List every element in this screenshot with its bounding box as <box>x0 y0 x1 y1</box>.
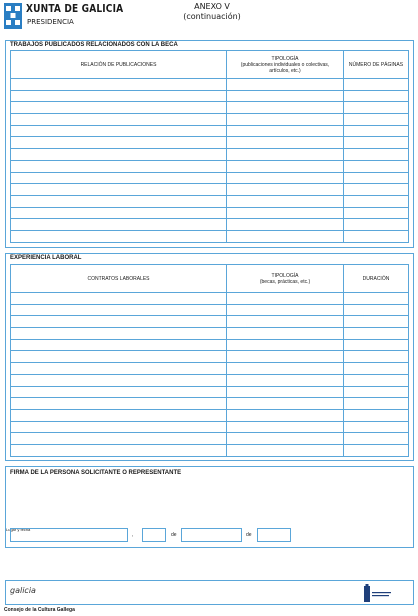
publications-cell[interactable] <box>11 184 227 196</box>
publications-cell[interactable] <box>344 102 409 114</box>
publications-cell[interactable] <box>344 195 409 207</box>
publications-cell[interactable] <box>227 114 344 126</box>
experience-cell[interactable] <box>11 421 227 433</box>
publications-cell[interactable] <box>11 137 227 149</box>
publications-row <box>11 219 409 231</box>
publications-cell[interactable] <box>227 172 344 184</box>
publications-cell[interactable] <box>227 195 344 207</box>
experience-cell[interactable] <box>344 316 409 328</box>
experience-row <box>11 339 409 351</box>
publications-cell[interactable] <box>227 149 344 161</box>
experience-cell[interactable] <box>344 304 409 316</box>
publications-cell[interactable] <box>11 149 227 161</box>
experience-row <box>11 409 409 421</box>
publications-cell[interactable] <box>344 137 409 149</box>
experience-cell[interactable] <box>227 374 344 386</box>
publications-col-relation: RELACIÓN DE PUBLICACIONES <box>11 51 227 79</box>
publications-cell[interactable] <box>344 90 409 102</box>
experience-col-type <box>227 265 344 293</box>
experience-cell[interactable] <box>344 293 409 305</box>
publications-row <box>11 230 409 242</box>
publications-col-pages: NÚMERO DE PÁGINAS <box>344 51 409 79</box>
publications-cell[interactable] <box>227 160 344 172</box>
experience-row <box>11 444 409 456</box>
publications-row <box>11 172 409 184</box>
experience-col-type-title: TIPOLOGÍA <box>271 272 299 279</box>
org-name: XUNTA DE GALICIA <box>26 2 124 15</box>
annex-title <box>152 2 272 22</box>
publications-cell[interactable] <box>227 184 344 196</box>
publications-row <box>11 195 409 207</box>
de-separator-2: de <box>246 532 252 538</box>
publications-cell[interactable] <box>11 207 227 219</box>
experience-row <box>11 398 409 410</box>
publications-col-type-sub1: (publicaciones individuales o colectivas, <box>240 61 330 68</box>
experience-cell[interactable] <box>227 293 344 305</box>
annex-sublabel: (continuación) <box>183 12 241 21</box>
publications-cell[interactable] <box>11 90 227 102</box>
experience-cell[interactable] <box>344 433 409 445</box>
publications-table <box>10 50 409 243</box>
publications-cell[interactable] <box>344 125 409 137</box>
publications-row <box>11 79 409 91</box>
consello-cultura-galega-emblem-icon <box>361 583 393 605</box>
experience-title: EXPERIENCIA LABORAL <box>10 255 82 261</box>
year-field[interactable] <box>257 528 291 542</box>
publications-col-type <box>227 51 344 79</box>
experience-col-contracts: CONTRATOS LABORALES <box>11 265 227 293</box>
experience-cell[interactable] <box>344 339 409 351</box>
publications-cell[interactable] <box>11 125 227 137</box>
galicia-wordmark: galicia <box>10 586 36 595</box>
page-header <box>0 0 418 38</box>
experience-row <box>11 421 409 433</box>
experience-cell[interactable] <box>227 363 344 375</box>
publications-col-type-title: TIPOLOGÍA <box>271 55 299 62</box>
publications-cell[interactable] <box>227 137 344 149</box>
experience-cell[interactable] <box>11 351 227 363</box>
experience-col-duration: DURACIÓN <box>344 265 409 293</box>
publications-row <box>11 114 409 126</box>
experience-cell[interactable] <box>344 398 409 410</box>
publications-cell[interactable] <box>344 114 409 126</box>
day-field[interactable] <box>142 528 166 542</box>
experience-col-type-sub: (becas, prácticas, etc.) <box>259 278 311 285</box>
publications-row <box>11 102 409 114</box>
publications-cell[interactable] <box>11 160 227 172</box>
publications-cell[interactable] <box>11 79 227 91</box>
publications-cell[interactable] <box>227 90 344 102</box>
experience-cell[interactable] <box>11 363 227 375</box>
experience-cell[interactable] <box>227 444 344 456</box>
experience-cell[interactable] <box>11 398 227 410</box>
publications-cell[interactable] <box>344 149 409 161</box>
experience-cell[interactable] <box>11 386 227 398</box>
experience-cell[interactable] <box>227 339 344 351</box>
experience-cell[interactable] <box>11 316 227 328</box>
publications-cell[interactable] <box>227 79 344 91</box>
publications-cell[interactable] <box>344 160 409 172</box>
page-footer <box>5 580 414 605</box>
experience-cell[interactable] <box>227 328 344 340</box>
publications-cell[interactable] <box>344 207 409 219</box>
council-name: Consejo de la Cultura Gallega <box>4 607 75 613</box>
publications-title: TRABAJOS PUBLICADOS RELACIONADOS CON LA BECA <box>10 42 178 48</box>
annex-label: ANEXO V <box>194 2 230 11</box>
publications-cell[interactable] <box>227 219 344 231</box>
publications-row <box>11 137 409 149</box>
publications-cell[interactable] <box>344 79 409 91</box>
experience-cell[interactable] <box>11 433 227 445</box>
experience-cell[interactable] <box>344 409 409 421</box>
experience-cell[interactable] <box>227 304 344 316</box>
publications-row <box>11 184 409 196</box>
experience-cell[interactable] <box>227 316 344 328</box>
publications-cell[interactable] <box>344 219 409 231</box>
xunta-logo-icon <box>4 3 22 29</box>
experience-rows <box>11 293 409 457</box>
publications-cell[interactable] <box>11 172 227 184</box>
publications-cell[interactable] <box>11 230 227 242</box>
experience-row <box>11 316 409 328</box>
experience-cell[interactable] <box>11 328 227 340</box>
experience-cell[interactable] <box>227 409 344 421</box>
experience-cell[interactable] <box>344 421 409 433</box>
signature-title: FIRMA DE LA PERSONA SOLICITANTE O REPRESENTANTE <box>10 470 182 476</box>
experience-cell[interactable] <box>344 444 409 456</box>
org-department: PRESIDENCIA <box>27 18 74 26</box>
comma-separator: , <box>132 532 134 538</box>
publications-row <box>11 149 409 161</box>
publications-cell[interactable] <box>11 195 227 207</box>
experience-row <box>11 304 409 316</box>
experience-cell[interactable] <box>11 293 227 305</box>
publications-cell[interactable] <box>227 207 344 219</box>
publications-rows <box>11 79 409 243</box>
experience-cell[interactable] <box>227 351 344 363</box>
experience-row <box>11 328 409 340</box>
publications-row <box>11 125 409 137</box>
experience-row <box>11 433 409 445</box>
experience-cell[interactable] <box>344 351 409 363</box>
experience-cell[interactable] <box>344 363 409 375</box>
publications-cell[interactable] <box>11 114 227 126</box>
publications-col-type-sub2: artículos, etc.) <box>269 67 301 74</box>
experience-cell[interactable] <box>227 386 344 398</box>
experience-row <box>11 351 409 363</box>
publications-cell[interactable] <box>11 102 227 114</box>
experience-cell[interactable] <box>11 409 227 421</box>
publications-cell[interactable] <box>227 125 344 137</box>
de-separator-1: de <box>171 532 177 538</box>
experience-table <box>10 264 409 457</box>
publications-row <box>11 207 409 219</box>
experience-row <box>11 293 409 305</box>
experience-row <box>11 374 409 386</box>
publications-cell[interactable] <box>11 219 227 231</box>
experience-cell[interactable] <box>11 374 227 386</box>
experience-cell[interactable] <box>11 444 227 456</box>
experience-cell[interactable] <box>11 304 227 316</box>
experience-cell[interactable] <box>227 433 344 445</box>
experience-cell[interactable] <box>344 386 409 398</box>
experience-cell[interactable] <box>227 398 344 410</box>
publications-cell[interactable] <box>227 230 344 242</box>
experience-cell[interactable] <box>344 374 409 386</box>
experience-cell[interactable] <box>227 421 344 433</box>
place-field[interactable] <box>10 528 128 542</box>
publications-row <box>11 160 409 172</box>
experience-row <box>11 386 409 398</box>
experience-cell[interactable] <box>344 328 409 340</box>
place-date-label: Lugar y fecha <box>6 527 31 532</box>
experience-cell[interactable] <box>11 339 227 351</box>
publications-cell[interactable] <box>227 102 344 114</box>
publications-cell[interactable] <box>344 230 409 242</box>
publications-cell[interactable] <box>344 172 409 184</box>
publications-cell[interactable] <box>344 184 409 196</box>
publications-row <box>11 90 409 102</box>
month-field[interactable] <box>181 528 242 542</box>
experience-row <box>11 363 409 375</box>
